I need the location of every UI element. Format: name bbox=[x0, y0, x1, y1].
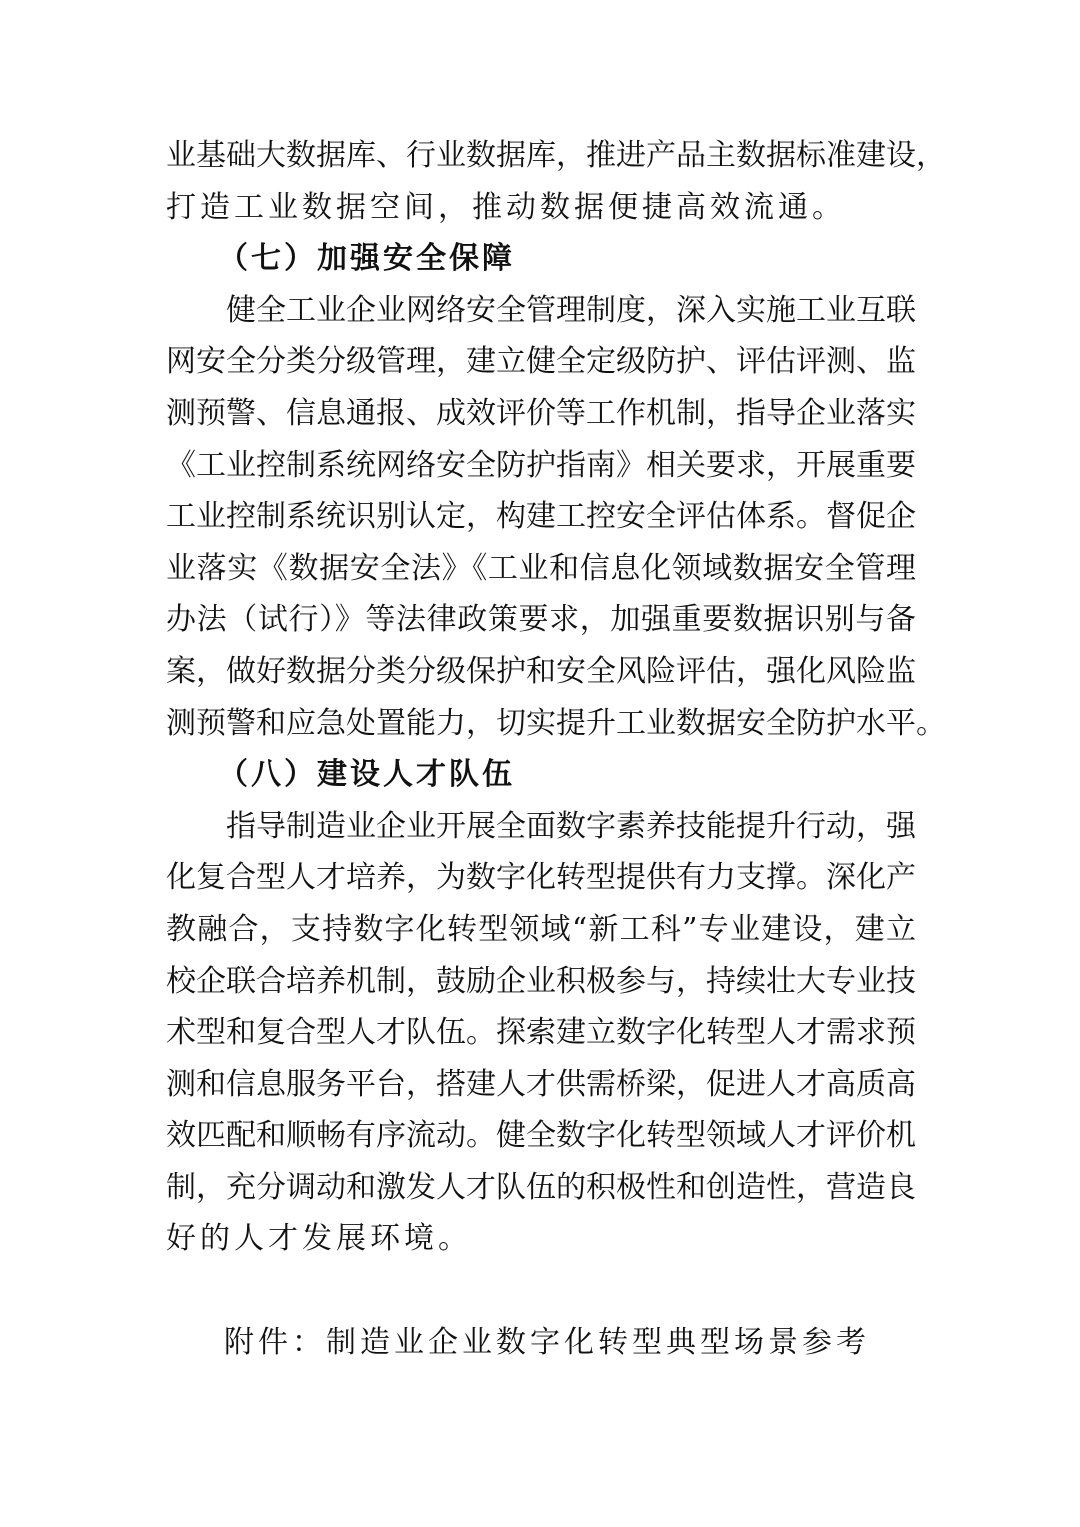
paragraph-line: 效匹配和顺畅有序流动。健全数字化转型领域人才评价机 bbox=[166, 1118, 916, 1154]
paragraph-line: 校企联合培养机制，鼓励企业积极参与，持续壮大专业技 bbox=[166, 963, 916, 999]
paragraph-line: 好的人才发展环境。 bbox=[166, 1221, 472, 1257]
paragraph-line: 教融合，支持数字化转型领域“新工科”专业建设，建立 bbox=[166, 911, 916, 947]
section-heading-7: （七）加强安全保障 bbox=[218, 241, 515, 277]
paragraph-line: 术型和复合型人才队伍。探索建立数字化转型人才需求预 bbox=[166, 1015, 916, 1051]
paragraph-line: 办法（试行）》等法律政策要求，加强重要数据识别与备 bbox=[166, 602, 916, 638]
paragraph-line: 业落实《数据安全法》《工业和信息化领域数据安全管理 bbox=[166, 550, 916, 586]
document-page bbox=[166, 130, 946, 1368]
paragraph-line: 化复合型人才培养，为数字化转型提供有力支撑。深化产 bbox=[166, 860, 916, 896]
blank-line bbox=[166, 1265, 916, 1317]
paragraph-line: 业基础大数据库、行业数据库，推进产品主数据标准建设， bbox=[166, 138, 946, 173]
paragraph-line: 打造工业数据空间，推动数据便捷高效流通。 bbox=[166, 189, 846, 225]
paragraph-line: 制，充分调动和激发人才队伍的积极性和创造性，营造良 bbox=[166, 1169, 916, 1205]
paragraph-line: 《工业控制系统网络安全防护指南》相关要求，开展重要 bbox=[166, 447, 916, 483]
paragraph-line: 指导制造业企业开展全面数字素养技能提升行动，强 bbox=[226, 808, 916, 844]
paragraph-line: 网安全分类分级管理，建立健全定级防护、评估评测、监 bbox=[166, 344, 916, 380]
paragraph-line: 测和信息服务平台，搭建人才供需桥梁，促进人才高质高 bbox=[166, 1066, 916, 1102]
paragraph-line: 工业控制系统识别认定，构建工控安全评估体系。督促企 bbox=[166, 499, 916, 535]
paragraph-line: 健全工业企业网络安全管理制度，深入实施工业互联 bbox=[226, 292, 916, 328]
section-heading-8: （八）建设人才队伍 bbox=[218, 757, 515, 793]
paragraph-line: 案，做好数据分类分级保护和安全风险评估，强化风险监 bbox=[166, 653, 916, 689]
paragraph-line: 测预警和应急处置能力，切实提升工业数据安全防护水平。 bbox=[166, 705, 946, 741]
paragraph-line: 测预警、信息通报、成效评价等工作机制，指导企业落实 bbox=[166, 395, 916, 431]
attachment-note: 附件：制造业企业数字化转型典型场景参考 bbox=[224, 1324, 870, 1360]
